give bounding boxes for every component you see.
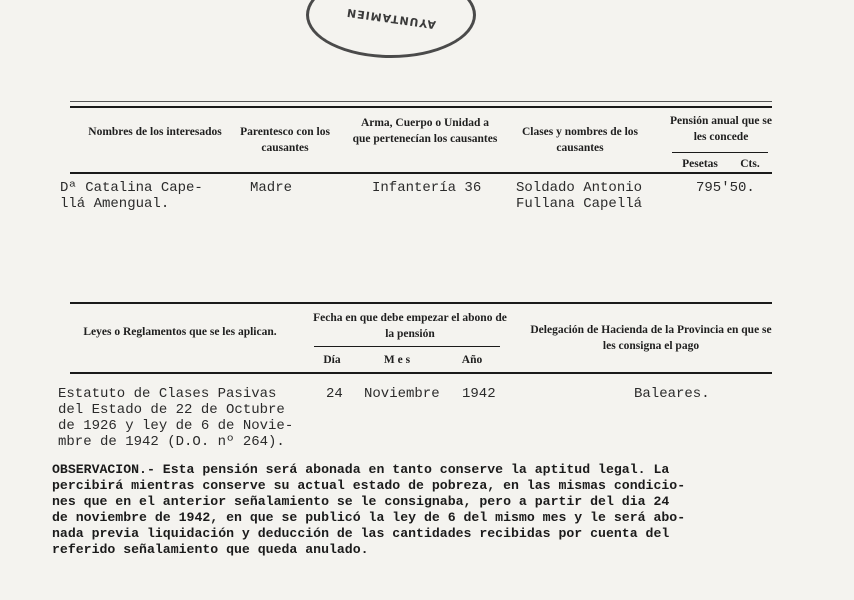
- header2-bottom-rule: [70, 372, 772, 374]
- row2-delegacion: Baleares.: [634, 386, 710, 402]
- observacion-line3: nes que en el anterior señalamiento se le consignaba, pero a partir del dia 24: [52, 494, 670, 509]
- row1-nombres-line1: Dª Catalina Cape-: [60, 180, 203, 196]
- observacion-line1: OBSERVACION.- Esta pensión será abonada en tanto conserve la aptitud legal. La: [52, 462, 670, 477]
- fecha-subrule: [314, 346, 500, 347]
- pension-subrule: [672, 152, 768, 153]
- row1-clases-line1: Soldado Antonio: [516, 180, 643, 196]
- header-mes: M e s: [383, 354, 411, 366]
- row2-leyes-line4: mbre de 1942 (D.O. nº 264).: [58, 434, 285, 450]
- observacion-line2: percibirá mientras conserve su actual estado de pobreza, en las mismas condicio-: [52, 478, 686, 493]
- header-leyes: Leyes o Reglamentos que se les aplican.: [83, 326, 277, 338]
- row2-leyes-line2: del Estado de 22 de Octubre: [58, 402, 285, 418]
- ayuntamiento-stamp: [306, 0, 476, 58]
- row1-pension: 795'50.: [696, 180, 755, 196]
- stamp-text: AYUNTAMIEN: [345, 5, 437, 32]
- row2-leyes-line1: Estatuto de Clases Pasivas: [58, 386, 277, 402]
- header-delegacion: Delegación de Hacienda de la Provincia en que se les consigna el pago: [530, 324, 772, 352]
- observacion-line4: de noviembre de 1942, en que se publicó la ley de 6 del mismo mes y le será abo-: [52, 510, 686, 525]
- header-nombres: Nombres de los interesados: [88, 126, 222, 138]
- header-pesetas: Pesetas: [682, 158, 718, 170]
- header-arma: Arma, Cuerpo o Unidad a que pertenecían los causantes: [352, 117, 498, 145]
- row1-nombres-line2: llá Amengual.: [60, 196, 170, 212]
- row2-leyes-line3: de 1926 y ley de 6 de Novie-: [58, 418, 294, 434]
- header-fecha: Fecha en que debe empezar el abono de la pensión: [313, 312, 507, 340]
- header2-top-rule: [70, 302, 772, 304]
- observacion-line6: referido señalamiento que queda anulado.: [52, 542, 369, 557]
- row2-dia: 24: [326, 386, 343, 402]
- header-parentesco: Parentesco con los causantes: [240, 126, 330, 154]
- header1-bottom-rule: [70, 172, 772, 174]
- row1-arma: Infantería 36: [372, 180, 482, 196]
- header-dia: Día: [323, 354, 341, 366]
- header-cts: Cts.: [740, 158, 760, 170]
- header-clases: Clases y nombres de los causantes: [521, 126, 639, 154]
- header-ano: Año: [461, 354, 483, 366]
- header-pension: Pensión anual que se les concede: [670, 115, 772, 143]
- top-rule-faint: [70, 101, 772, 102]
- row2-mes: Noviembre: [364, 386, 440, 402]
- top-rule: [70, 106, 772, 108]
- row1-clases-line2: Fullana Capellá: [516, 196, 643, 212]
- row2-ano: 1942: [462, 386, 496, 402]
- observacion-line5: nada previa liquidación y deducción de las cantidades recibidas por cuenta del: [52, 526, 670, 541]
- row1-parentesco: Madre: [250, 180, 293, 196]
